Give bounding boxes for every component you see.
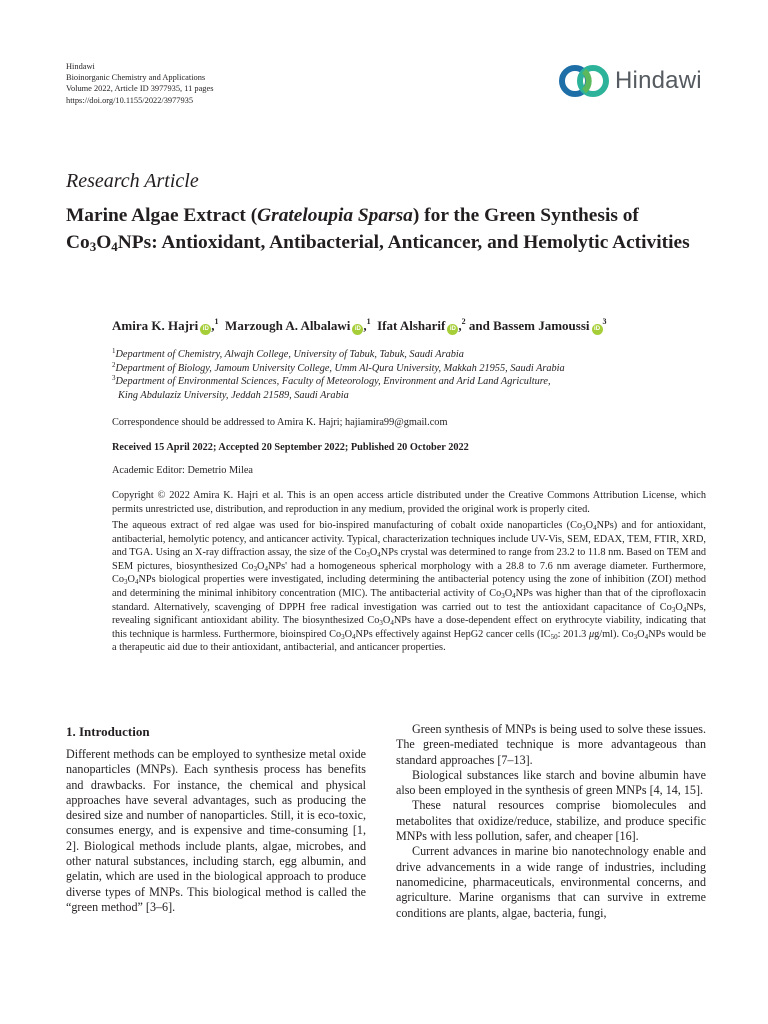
author-name: Marzough A. Albalawi	[225, 318, 351, 333]
article-title: Marine Algae Extract (Grateloupia Sparsa) for the Green Synthesis of $Co_3O_4NPs$: Antioxidant, Antibacterial, Anticancer, and Hemolytic Activities	[66, 205, 690, 254]
author-name: Bassem Jamoussi	[493, 318, 590, 333]
affiliation-line: $^1$Department of Chemistry, Alwajh College, University of Tabuk, Tabuk, Saudi Arabia	[112, 347, 464, 360]
affiliation-line: $^3$Department of Environmental Sciences, Faculty of Meteorology, Environment and Arid Land Agriculture,	[112, 374, 551, 388]
paragraph: Green synthesis of MNPs is being used to solve these issues. The green-mediated technique is more advantageous than standard approaches [7–13].	[396, 722, 706, 767]
volume-info: Volume 2022, Article ID 3977935, 11 pages	[66, 84, 214, 94]
paragraph: Current advances in marine bio nanotechnology enable and drive advancements in a wide range of industries, including nanomedicine, pharmaceuticals, environmental concerns, and agriculture. Marine organisms that can survive in extreme conditions are plants, algae, bacteria, fungi,	[396, 844, 706, 920]
author-name: Amira K. Hajri	[112, 318, 199, 333]
paragraph: These natural resources comprise biomolecules and metabolites that oxidize/reduce, stabilize, and produce specific MNPs with less pollution, safer, and cheaper [16].	[396, 798, 706, 844]
author-name: Ifat Alsharif	[377, 318, 446, 333]
section-heading-introduction: 1. Introduction	[66, 724, 150, 739]
academic-editor: Academic Editor: Demetrio Milea	[112, 465, 253, 476]
abstract: The aqueous extract of red algae was used for bio-inspired manufacturing of cobalt oxide nanoparticles $(Co_3O_4NPs)$ and for antioxidant, antibacterial, hemolytic potency, and anticancer activity. Typical, characterization techniques include UV-Vis, SEM, EDAX, TEM, FTIR, XRD, and TGA. Using an X-ray diffraction assay, the size of the $Co_3O_4NPs$ crystal was determined to range from 23.2 to 11.8 nm. Based on TEM and SEM pictures, biosynthesized $Co_3O_4NPs'$ had a homogeneous spherical morphology with a 28.8 to 7.6 nm average diameter. Furthermore, $Co_3O_4NPs$ biological properties were investigated, including determining the antibacterial potency using the zone of inhibition (ZOI) method and determining the minimal inhibitory concentration (MIC). The antibacterial activity of $Co_3O_4NPs$ was higher than that of the ciprofloxacin standard. Alternatively, scavenging of DPPH free radical investigation was carried out to test the antioxidant capacitance of $Co_3O_4NPs$, revealing significant antioxidant ability. The biosynthesized $Co_3O_4NPs$ have a dose-dependent effect on erythrocyte viability, indicating that this technique is harmless. Furthermore, bioinspired $Co_3O_4NPs$ effectively against HepG2 cancer cells ($IC_{50}$: 201.3 μg/ml). $Co_3O_4NPs$ would be a therapeutic aid due to their antioxidant, antibacterial, and anticancer properties.	[112, 520, 707, 654]
logo-wordmark: Hindawi	[615, 67, 702, 94]
paragraph: Biological substances like starch and bovine albumin have also been employed in the synthesis of green MNPs [4, 14, 15].	[396, 767, 706, 798]
journal-meta	[66, 61, 213, 106]
paragraph: Different methods can be employed to synthesize metal oxide nanoparticles (MNPs). Each synthesis process has benefits and drawbacks. For instance, the chemical and physical approaches have several advantages, such as producing the desired size and number of nanoparticles. Still, it is eco-toxic, consumes energy, and is expensive and time-consuming [1, 2]. Biological methods include plants, algae, microbes, and other natural substances, including starch, egg albumin, and gelatin, which are used in the biological approach to produce diverse types of MNPs. This biological method is called the “green method” [3–6].	[66, 747, 366, 914]
body-column-left	[66, 747, 366, 915]
orcid-icon[interactable]: iD	[352, 324, 363, 335]
hindawi-rings-icon	[557, 61, 613, 101]
doi-link[interactable]: https://doi.org/10.1155/2022/3977935	[66, 95, 194, 105]
orcid-icon[interactable]: iD	[447, 324, 458, 335]
publisher-name: Hindawi	[66, 62, 95, 71]
correspondence: Correspondence should be addressed to Amira K. Hajri; hajiamira99@gmail.com	[112, 417, 448, 428]
article-type: Research Article	[66, 170, 199, 192]
affiliation-line: King Abdulaziz University, Jeddah 21589, Saudi Arabia	[118, 389, 349, 401]
author-list: Amira K. Hajri iD ,$^1$ Marzough A. Albalawi iD ,$^1$ Ifat Alsharif iD ,$^2$ and Bassem Jamoussi $iD^3$	[112, 317, 607, 333]
journal-name: Bioinorganic Chemistry and Applications	[66, 73, 206, 83]
affiliations	[112, 348, 565, 402]
publication-dates: Received 15 April 2022; Accepted 20 September 2022; Published 20 October 2022	[112, 442, 469, 453]
body-column-right	[396, 722, 706, 921]
copyright-notice: Copyright © 2022 Amira K. Hajri et al. This is an open access article distributed under the Creative Commons Attribution License, which permits unrestricted use, distribution, and reproduction in any medium, provided the original work is properly cited.	[112, 490, 706, 515]
orcid-icon[interactable]: iD	[592, 324, 603, 335]
affiliation-line: $^2$Department of Biology, Jamoum University College, Umm Al-Qura University, Makkah 21955, Saudi Arabia	[112, 360, 565, 374]
orcid-icon[interactable]: iD	[200, 324, 211, 335]
hindawi-logo	[557, 61, 707, 101]
